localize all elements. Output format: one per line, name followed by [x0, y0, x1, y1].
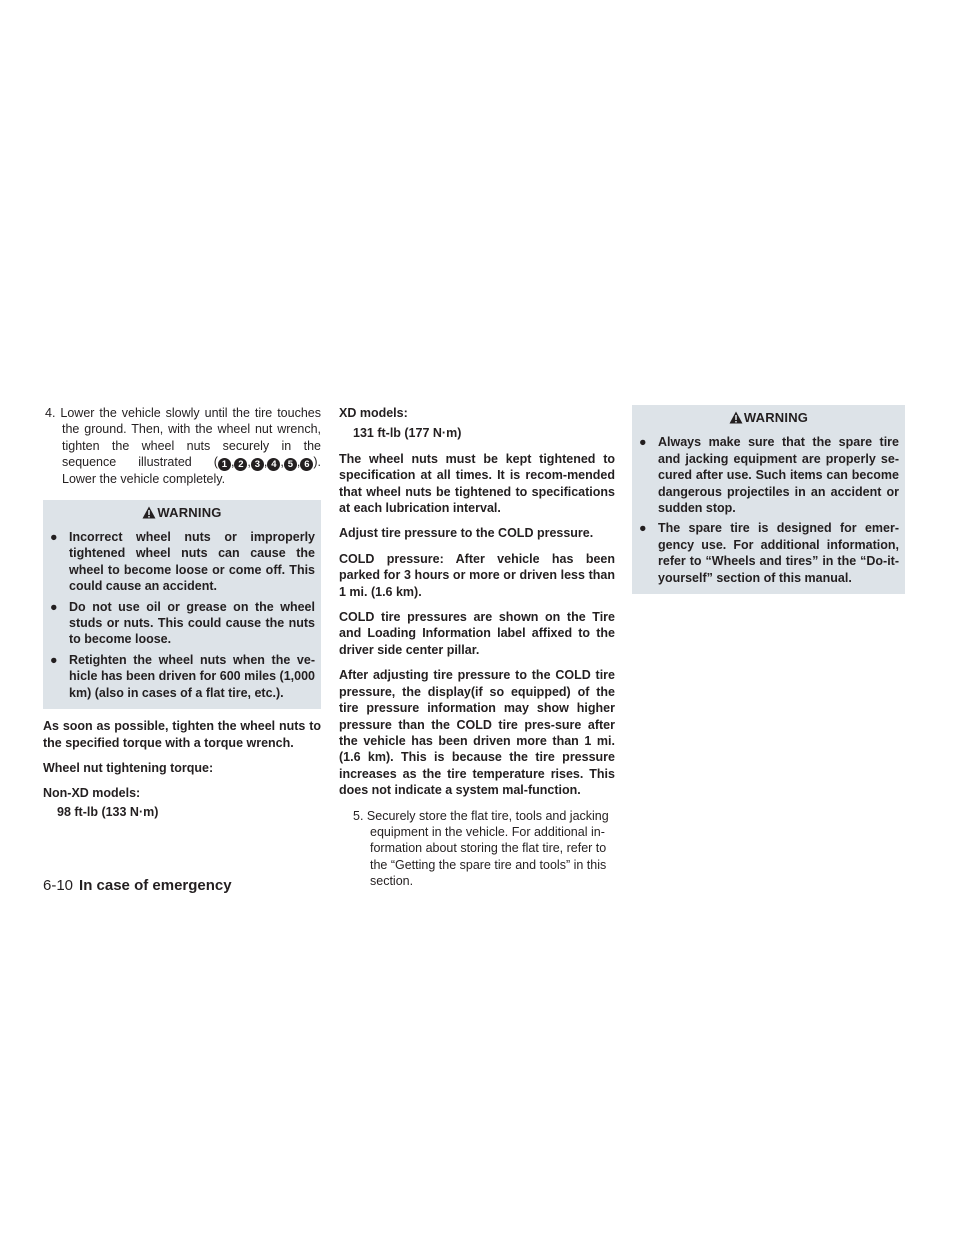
step-text-end: ). Lower the vehicle completely. [62, 455, 321, 487]
warning-box [632, 405, 905, 594]
sequence-marker-6: 6 [300, 458, 313, 471]
paragraph: After adjusting tire pressure to the COLD tire pressure, the display(if so equipped) of the tire pressure information may show higher pressure than the COLD tire pres-sure after the vehicle has been driven more than 1 mi. (1.6 km). This is because the tire pressure increases as the tire temperature rises. This does not indicate a system mal-function. [339, 668, 615, 798]
paragraph: The wheel nuts must be kept tightened to specification at all times. It is recom-mended that wheel nuts be tightened to specifications at each lubrication interval. [339, 451, 615, 516]
left-column [43, 405, 321, 820]
step-4: 4. Lower the vehicle slowly until the tire touches the ground. Then, with the wheel nut wrench, tighten the wheel nuts securely in the sequence illustrated ( 1 , 2 , 3 , 4 , 5 , 6 ). Lower the vehicle completely. [45, 406, 321, 487]
warning-title: WARNING [157, 504, 222, 520]
paragraph: COLD tire pressures are shown on the Tire and Loading Information label affixed to the driver side center pillar. [339, 610, 615, 657]
torque-value: 98 ft-lb (133 N·m) [57, 804, 159, 819]
warning-item: ● Always make sure that the spare tire and jacking equipment are properly se-cured after use. Such items can become dangerous projectiles in an accident or sudden stop. [639, 435, 899, 516]
paragraph: Wheel nut tightening torque: [43, 760, 214, 775]
right-column [632, 405, 905, 594]
warning-item: ● Incorrect wheel nuts or improperly tightened wheel nuts can cause the wheel to become loose or come off. This could cause an accident. [50, 530, 315, 594]
warning-list [638, 434, 899, 586]
paragraph: Adjust tire pressure to the COLD pressure. [339, 526, 594, 541]
paragraph: XD models: [339, 406, 408, 420]
middle-column [339, 405, 615, 890]
bullet-icon: ● [639, 435, 647, 450]
warning-list [49, 529, 315, 701]
section-title: In case of emergency [79, 877, 232, 894]
step-text: Lower the vehicle slowly until the tire touches the ground. Then, with the wheel nut wrench, tighten the wheel nuts securely in the sequence illustrated ( [60, 406, 321, 470]
sequence-marker-1: 1 [218, 458, 231, 471]
warning-header [49, 500, 315, 525]
warning-triangle-icon [142, 506, 156, 519]
paragraph: As soon as possible, tighten the wheel nuts to the specified torque with a torque wrench. [43, 719, 321, 750]
paragraph: COLD pressure: After vehicle has been parked for 3 hours or more or driven less than 1 mi. (1.6 km). [339, 551, 615, 599]
paragraph: Non-XD models: [43, 786, 141, 801]
sequence-marker-5: 5 [284, 458, 297, 471]
torque-value: 131 ft-lb (177 N·m) [353, 426, 462, 441]
bullet-icon: ● [50, 652, 58, 667]
step-number: 5. [353, 808, 364, 823]
step-text: Securely store the flat tire, tools and jacking equipment in the vehicle. For additional in-formation about storing the flat tire, refer to the “Getting the spare tire and tools” in this section. [366, 808, 609, 889]
warning-item: ● The spare tire is designed for emer-gency use. For additional information, refer to “Wheels and tires” in the “Do-it-yourself” section of this manual. [639, 521, 899, 585]
page-footer [43, 877, 232, 894]
warning-item: ● Retighten the wheel nuts when the ve-hicle has been driven for 600 miles (1,000 km) (also in cases of a flat tire, etc.). [50, 652, 315, 700]
sequence-marker-2: 2 [234, 458, 247, 471]
bullet-icon: ● [50, 599, 58, 614]
step-number: 4. [45, 406, 56, 420]
warning-item: ● Do not use oil or grease on the wheel studs or nuts. This could cause the nuts to become loose. [50, 599, 315, 647]
warning-header [638, 405, 899, 430]
warning-title: WARNING [743, 410, 809, 425]
warning-box [43, 500, 321, 709]
page-number: 6-10 [43, 877, 74, 894]
sequence-marker-3: 3 [251, 458, 264, 471]
step-5 [353, 808, 615, 890]
bullet-icon: ● [50, 530, 58, 545]
bullet-icon: ● [639, 521, 647, 536]
sequence-marker-4: 4 [267, 458, 280, 471]
warning-triangle-icon [729, 411, 743, 424]
